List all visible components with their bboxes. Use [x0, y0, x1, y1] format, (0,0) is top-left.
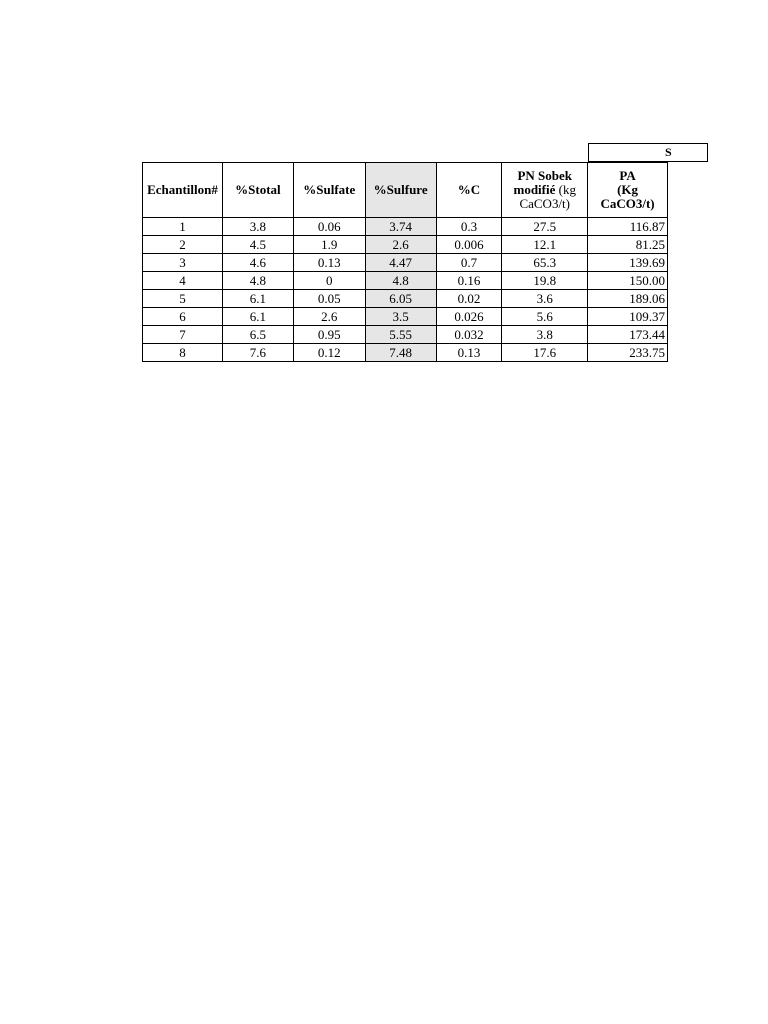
cell-c: 0.7: [436, 254, 502, 272]
cell-echantillon: 8: [143, 344, 223, 362]
cell-echantillon: 1: [143, 218, 223, 236]
header-pn-sobek: [502, 163, 588, 218]
table-row: [143, 272, 668, 290]
header-echantillon: Echantillon#: [143, 163, 223, 218]
cell-sulfate: 0.13: [293, 254, 365, 272]
cell-sulfate: 0.06: [293, 218, 365, 236]
cell-pn-sobek: 3.6: [502, 290, 588, 308]
cell-sulfate: 1.9: [293, 236, 365, 254]
cell-sulfure: 6.05: [365, 290, 436, 308]
table-row: [143, 236, 668, 254]
cell-pn-sobek: 3.8: [502, 326, 588, 344]
table-row: [143, 254, 668, 272]
cell-sulfure: 4.47: [365, 254, 436, 272]
cell-stotal: 4.8: [222, 272, 293, 290]
cell-pn-sobek: 65.3: [502, 254, 588, 272]
header-pa: [588, 163, 668, 218]
header-pn-unit: (kg CaCO3/t): [519, 182, 576, 211]
header-pa-line3: CaCO3/t): [600, 196, 655, 211]
table-row: [143, 290, 668, 308]
cell-pn-sobek: 17.6: [502, 344, 588, 362]
cell-stotal: 4.5: [222, 236, 293, 254]
cell-stotal: 6.1: [222, 290, 293, 308]
cell-pa: 116.87: [588, 218, 668, 236]
cell-c: 0.006: [436, 236, 502, 254]
cell-pn-sobek: 12.1: [502, 236, 588, 254]
spreadsheet-area: [142, 143, 672, 365]
cell-echantillon: 6: [143, 308, 223, 326]
cell-echantillon: 4: [143, 272, 223, 290]
table-row: [143, 344, 668, 362]
cell-stotal: 6.1: [222, 308, 293, 326]
table-row: [143, 326, 668, 344]
cell-pa: 233.75: [588, 344, 668, 362]
cell-c: 0.3: [436, 218, 502, 236]
cell-echantillon: 3: [143, 254, 223, 272]
header-row: [143, 163, 668, 218]
data-table: [142, 162, 668, 362]
cell-sulfure: 3.5: [365, 308, 436, 326]
cell-stotal: 6.5: [222, 326, 293, 344]
cell-stotal: 7.6: [222, 344, 293, 362]
table-body: [143, 218, 668, 362]
cell-sulfure: 3.74: [365, 218, 436, 236]
cell-pn-sobek: 5.6: [502, 308, 588, 326]
cell-sulfure: 5.55: [365, 326, 436, 344]
cell-pa: 109.37: [588, 308, 668, 326]
cell-pa: 150.00: [588, 272, 668, 290]
cell-sulfure: 2.6: [365, 236, 436, 254]
cell-sulfure: 7.48: [365, 344, 436, 362]
cell-pa: 173.44: [588, 326, 668, 344]
header-sulfure: %Sulfure: [365, 163, 436, 218]
cell-pn-sobek: 27.5: [502, 218, 588, 236]
header-pn-bold: PN Sobek modifié: [513, 168, 572, 197]
header-sulfate: %Sulfate: [293, 163, 365, 218]
table-row: [143, 218, 668, 236]
header-c: %C: [436, 163, 502, 218]
cell-pa: 189.06: [588, 290, 668, 308]
header-pa-line2: (Kg: [617, 182, 639, 197]
cell-pa: 81.25: [588, 236, 668, 254]
cell-stotal: 3.8: [222, 218, 293, 236]
cell-c: 0.026: [436, 308, 502, 326]
cell-c: 0.13: [436, 344, 502, 362]
cell-c: 0.16: [436, 272, 502, 290]
cell-echantillon: 2: [143, 236, 223, 254]
cell-sulfate: 2.6: [293, 308, 365, 326]
header-stotal: %Stotal: [222, 163, 293, 218]
cell-sulfate: 0: [293, 272, 365, 290]
header-pa-line1: PA: [619, 168, 636, 183]
cell-sulfure: 4.8: [365, 272, 436, 290]
cell-c: 0.032: [436, 326, 502, 344]
cell-sulfate: 0.12: [293, 344, 365, 362]
cell-sulfate: 0.95: [293, 326, 365, 344]
cell-echantillon: 7: [143, 326, 223, 344]
cell-pn-sobek: 19.8: [502, 272, 588, 290]
table-row: [143, 308, 668, 326]
cell-sulfate: 0.05: [293, 290, 365, 308]
cell-echantillon: 5: [143, 290, 223, 308]
cell-pa: 139.69: [588, 254, 668, 272]
group-header-cell: S: [588, 143, 708, 162]
cell-stotal: 4.6: [222, 254, 293, 272]
cell-c: 0.02: [436, 290, 502, 308]
